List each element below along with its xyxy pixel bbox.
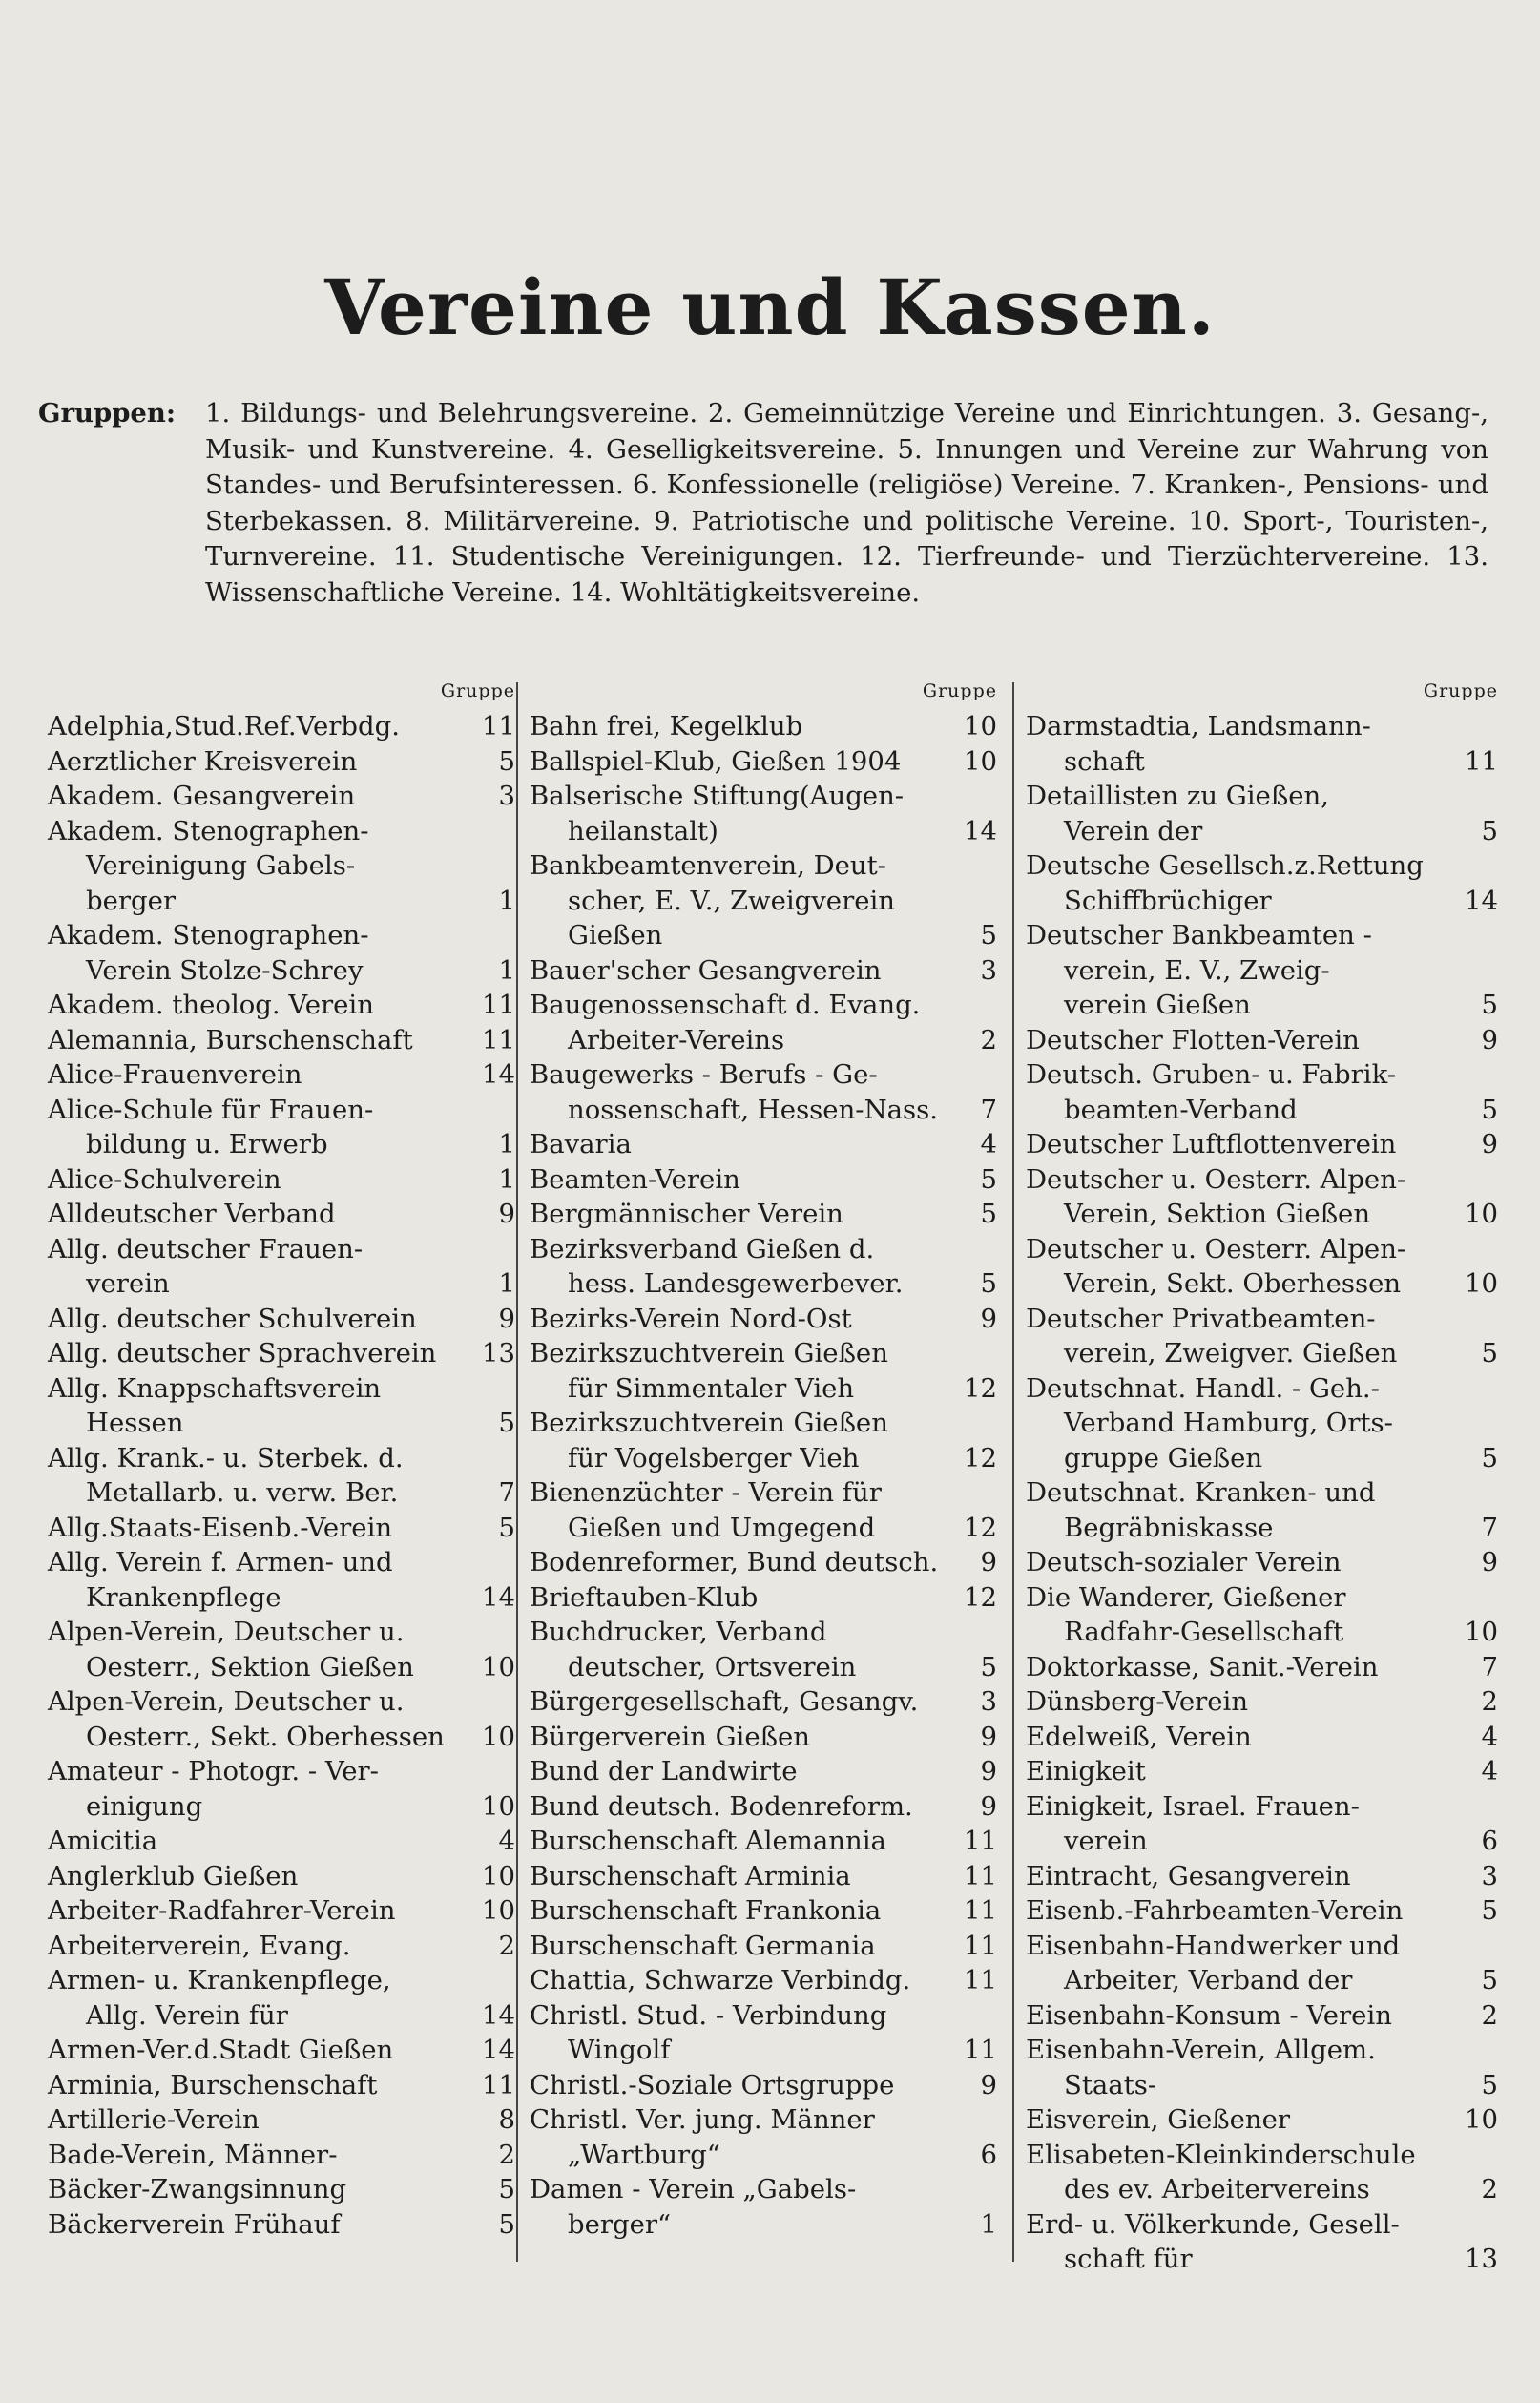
entry-name: Brieftauben-Klub xyxy=(530,1581,759,1613)
index-entry xyxy=(530,709,997,744)
entry-group-number: 5 xyxy=(1481,2069,1498,2100)
index-entry xyxy=(530,1963,997,1998)
entry-group-number: 11 xyxy=(482,2069,515,2100)
index-entry xyxy=(530,2172,997,2242)
entry-group-number: 9 xyxy=(498,1199,515,1229)
index-entry xyxy=(48,1302,515,1337)
entry-name: Bauer'scher Gesangverein xyxy=(530,954,882,986)
entry-name: Akadem. theolog. Verein xyxy=(48,990,374,1020)
entry-name: Edelweiß, Verein xyxy=(1026,1721,1252,1752)
entry-name: Bund der Landwirte xyxy=(530,1756,798,1787)
entry-name: Deutsch-sozialer Verein xyxy=(1026,1547,1342,1578)
entry-group-number: 5 xyxy=(980,1651,997,1682)
index-entry xyxy=(1026,848,1498,918)
entry-name: Alice-Frauenverein xyxy=(48,1059,302,1090)
entry-group-number: 5 xyxy=(498,1512,515,1543)
index-entry xyxy=(48,2172,515,2207)
entry-group-number: 4 xyxy=(498,1826,515,1856)
index-entry xyxy=(530,1720,997,1755)
entry-name: Alemannia, Burschenschaft xyxy=(48,1024,413,1055)
entry-name: Die Wanderer, Gießener Radfahr-Gesellschaft xyxy=(1026,1581,1346,1647)
entry-name: Allg. Krank.- u. Sterbek. d. Metallarb. u. verw. Ber. xyxy=(48,1442,404,1508)
column-divider xyxy=(1012,682,1014,2262)
entry-group-number: 2 xyxy=(1481,2174,1498,2204)
entry-group-number: 5 xyxy=(980,1268,997,1299)
entry-group-number: 7 xyxy=(1481,1651,1498,1682)
entry-group-number: 10 xyxy=(482,1721,515,1752)
entry-group-number: 5 xyxy=(980,920,997,951)
index-entry xyxy=(1026,1789,1498,1859)
entry-group-number: 5 xyxy=(1481,990,1498,1020)
index-entry xyxy=(530,1302,997,1337)
index-entry xyxy=(530,953,997,989)
index-entry xyxy=(530,1615,997,1684)
entry-group-number: 5 xyxy=(1481,1338,1498,1369)
index-entry xyxy=(48,709,515,744)
entry-name: Dünsberg-Verein xyxy=(1026,1686,1249,1717)
entry-group-number: 14 xyxy=(482,1581,515,1613)
entry-name: Deutscher Bankbeamten - verein, E. V., Zweig- verein Gießen xyxy=(1026,920,1372,1020)
entry-group-number: 13 xyxy=(482,1338,515,1369)
column-header: Gruppe xyxy=(440,680,515,701)
entry-name: Artillerie-Verein xyxy=(48,2104,260,2135)
index-entry xyxy=(1026,1859,1498,1894)
index-entry xyxy=(48,1162,515,1198)
entry-group-number: 3 xyxy=(980,954,997,986)
entry-group-number: 11 xyxy=(482,711,515,742)
index-entry xyxy=(530,1893,997,1929)
index-entry xyxy=(530,744,997,780)
index-entry xyxy=(48,2207,515,2243)
entry-group-number: 1 xyxy=(498,885,515,916)
entry-group-number: 6 xyxy=(980,2139,997,2170)
entry-group-number: 11 xyxy=(964,2035,997,2065)
entry-name: Baugewerks - Berufs - Ge- nossenschaft, Hessen-Nass. xyxy=(530,1059,938,1125)
entry-name: Burschenschaft Frankonia xyxy=(530,1895,882,1926)
index-entry xyxy=(1026,1720,1498,1755)
entry-group-number: 10 xyxy=(1465,1268,1498,1299)
entry-name: Deutscher Flotten-Verein xyxy=(1026,1024,1360,1055)
entry-group-number: 2 xyxy=(498,1930,515,1961)
entry-name: Arbeiter-Radfahrer-Verein xyxy=(48,1895,396,1926)
index-column-3 xyxy=(1026,673,1498,2277)
index-entry xyxy=(48,2068,515,2103)
entry-name: Bürgergesellschaft, Gesangv. xyxy=(530,1686,919,1717)
index-entry xyxy=(1026,1232,1498,1302)
index-entry xyxy=(530,2068,997,2103)
entry-group-number: 14 xyxy=(482,1999,515,2031)
entry-group-number: 14 xyxy=(482,1059,515,1090)
entry-name: Bienenzüchter - Verein für Gießen und Umgegend xyxy=(530,1477,882,1543)
index-entry xyxy=(48,2033,515,2068)
index-entry xyxy=(48,1093,515,1162)
entry-name: Alice-Schule für Frauen- bildung u. Erwerb xyxy=(48,1094,374,1160)
index-entry xyxy=(48,1615,515,1684)
index-entry xyxy=(530,848,997,953)
entry-name: Elisabeten-Kleinkinderschule des ev. Arbeitervereins xyxy=(1026,2139,1416,2204)
entry-name: Burschenschaft Germania xyxy=(530,1930,876,1961)
index-entry xyxy=(530,1127,997,1162)
entry-group-number: 11 xyxy=(964,1826,997,1856)
index-entry xyxy=(48,988,515,1023)
entry-group-number: 2 xyxy=(498,2139,515,2170)
entry-group-number: 10 xyxy=(482,1790,515,1822)
entry-group-number: 1 xyxy=(980,2208,997,2240)
index-entry xyxy=(1026,1302,1498,1371)
entry-name: Allg.Staats-Eisenb.-Verein xyxy=(48,1512,393,1543)
index-entry xyxy=(48,1197,515,1232)
entry-name: Arminia, Burschenschaft xyxy=(48,2069,378,2100)
entry-name: Erd- u. Völkerkunde, Gesell- schaft für xyxy=(1026,2208,1400,2274)
entry-group-number: 2 xyxy=(1481,1686,1498,1717)
entry-name: Bürgerverein Gießen xyxy=(530,1721,810,1752)
entry-name: Eisverein, Gießener xyxy=(1026,2104,1291,2135)
index-entry xyxy=(1026,1998,1498,2034)
entry-name: Baugenossenschaft d. Evang. Arbeiter-Vereins xyxy=(530,990,921,1055)
entry-name: Alldeutscher Verband xyxy=(48,1199,336,1229)
entry-name: Burschenschaft Arminia xyxy=(530,1860,851,1891)
index-entry xyxy=(1026,2033,1498,2102)
entry-group-number: 11 xyxy=(964,1930,997,1961)
entry-name: Armen- u. Krankenpflege, Allg. Verein für xyxy=(48,1965,391,2031)
entry-group-number: 7 xyxy=(980,1094,997,1125)
entry-name: Arbeiterverein, Evang. xyxy=(48,1930,351,1961)
entry-name: Akadem. Stenographen- Vereinigung Gabels- berger xyxy=(48,815,369,916)
entry-group-number: 10 xyxy=(482,1895,515,1926)
entry-name: Eisenbahn-Konsum - Verein xyxy=(1026,1999,1392,2031)
entry-name: Aerztlicher Kreisverein xyxy=(48,745,358,777)
entry-name: Bezirkszuchtverein Gießen für Vogelsberger Vieh xyxy=(530,1408,888,1473)
entry-group-number: 12 xyxy=(964,1372,997,1404)
entry-name: Einigkeit, Israel. Frauen- verein xyxy=(1026,1790,1360,1856)
entry-group-number: 3 xyxy=(498,781,515,811)
entry-name: Akadem. Stenographen- Verein Stolze-Schrey xyxy=(48,920,369,986)
index-entry xyxy=(1026,709,1498,779)
index-entry xyxy=(48,779,515,814)
index-entry xyxy=(48,1511,515,1546)
entry-group-number: 2 xyxy=(1481,1999,1498,2031)
index-entry xyxy=(1026,1650,1498,1685)
entry-name: Eintracht, Gesangverein xyxy=(1026,1860,1351,1891)
entry-group-number: 5 xyxy=(498,1408,515,1438)
entry-name: Doktorkasse, Sanit.-Verein xyxy=(1026,1651,1379,1682)
index-entry xyxy=(48,1824,515,1859)
entry-name: Adelphia,Stud.Ref.Verbdg. xyxy=(48,711,400,742)
entry-group-number: 10 xyxy=(1465,2104,1498,2135)
entry-group-number: 5 xyxy=(1481,1094,1498,1125)
entry-group-number: 4 xyxy=(1481,1756,1498,1787)
entry-group-number: 3 xyxy=(980,1686,997,1717)
index-entry xyxy=(530,988,997,1057)
index-entry xyxy=(48,1023,515,1058)
index-entry xyxy=(1026,2138,1498,2207)
entry-name: Bezirkszuchtverein Gießen für Simmentaler Vieh xyxy=(530,1338,888,1404)
index-entry xyxy=(1026,1475,1498,1545)
index-entry xyxy=(530,1406,997,1475)
index-entry xyxy=(1026,1023,1498,1058)
entry-name: Allg. deutscher Frauen- verein xyxy=(48,1233,364,1299)
entry-group-number: 13 xyxy=(1465,2244,1498,2274)
index-entry xyxy=(1026,2102,1498,2138)
entry-group-number: 3 xyxy=(1481,1860,1498,1891)
entry-group-number: 5 xyxy=(498,2174,515,2204)
entry-group-number: 5 xyxy=(1481,1442,1498,1473)
index-entry xyxy=(1026,779,1498,848)
entry-name: Beamten-Verein xyxy=(530,1163,740,1195)
entry-group-number: 5 xyxy=(1481,815,1498,846)
index-entry xyxy=(1026,1127,1498,1162)
entry-name: Eisenbahn-Verein, Allgem. Staats- xyxy=(1026,2035,1376,2100)
column-header: Gruppe xyxy=(1423,680,1498,701)
entry-name: Bodenreformer, Bund deutsch. xyxy=(530,1547,939,1578)
entry-name: Detaillisten zu Gießen, Verein der xyxy=(1026,781,1329,846)
entry-name: Allg. Knappschaftsverein Hessen xyxy=(48,1372,382,1438)
entry-group-number: 9 xyxy=(980,2069,997,2100)
entry-name: Deutscher u. Oesterr. Alpen- Verein, Sektion Gießen xyxy=(1026,1163,1406,1229)
index-entry xyxy=(48,1929,515,1964)
entry-group-number: 7 xyxy=(498,1477,515,1508)
entry-name: Bavaria xyxy=(530,1129,632,1160)
entry-group-number: 14 xyxy=(482,2035,515,2065)
entry-group-number: 9 xyxy=(980,1547,997,1578)
index-entry xyxy=(1026,1929,1498,1998)
groups-text: 1. Bildungs- und Belehrungsvereine. 2. Gemeinnützige Vereine und Einrichtungen. 3. Gesang-, Musik- und Kunstvereine. 4. Geselligkeitsvereine. 5. Innungen und Vereine zur Wahrung von Standes- und Berufsinteressen. 6. Konfessionelle (religiöse) Vereine. 7. Kranken-, Pensions- und Sterbekassen. 8. Militärvereine. 9. Patriotische und politische Vereine. 10. Sport-, Touristen-, Turnvereine. 11. Studentische Vereinigungen. 12. Tierfreunde- und Tierzüchtervereine. 13. Wissenschaftliche Vereine. 14. Wohltätigkeitsvereine. xyxy=(205,398,1488,608)
index-entry xyxy=(1026,1371,1498,1476)
entry-name: Einigkeit xyxy=(1026,1756,1146,1787)
entry-group-number: 9 xyxy=(1481,1129,1498,1160)
entry-name: Christl.-Soziale Ortsgruppe xyxy=(530,2069,895,2100)
index-entry xyxy=(48,1893,515,1929)
entry-group-number: 9 xyxy=(1481,1547,1498,1578)
index-entry xyxy=(530,1545,997,1580)
entry-group-number: 1 xyxy=(498,954,515,986)
page-title: Vereine und Kassen. xyxy=(324,262,1216,352)
entry-group-number: 9 xyxy=(980,1303,997,1334)
entry-name: Deutscher Luftflottenverein xyxy=(1026,1129,1397,1160)
index-entry xyxy=(530,1824,997,1859)
entry-group-number: 14 xyxy=(964,815,997,846)
entry-group-number: 2 xyxy=(980,1024,997,1055)
entry-name: Bankbeamtenverein, Deut- scher, E. V., Zweigverein Gießen xyxy=(530,850,895,951)
index-entry xyxy=(1026,918,1498,1023)
entry-group-number: 1 xyxy=(498,1129,515,1160)
index-entry xyxy=(530,1475,997,1545)
entry-group-number: 4 xyxy=(1481,1721,1498,1752)
index-entry xyxy=(48,814,515,919)
index-entry xyxy=(530,1789,997,1825)
groups-label: Gruppen: xyxy=(38,398,177,428)
entry-group-number: 10 xyxy=(482,1860,515,1891)
entry-name: Eisenbahn-Handwerker und Arbeiter, Verband der xyxy=(1026,1930,1401,1996)
index-entry xyxy=(1026,2207,1498,2277)
entry-group-number: 5 xyxy=(498,2208,515,2240)
entry-group-number: 4 xyxy=(980,1129,997,1160)
entry-group-number: 1 xyxy=(498,1268,515,1299)
index-column-2 xyxy=(530,673,997,2242)
index-entry xyxy=(48,1336,515,1371)
index-entry xyxy=(1026,1057,1498,1127)
index-entry xyxy=(530,1232,997,1302)
entry-name: Bezirks-Verein Nord-Ost xyxy=(530,1303,852,1334)
entry-group-number: 9 xyxy=(980,1790,997,1822)
index-entry xyxy=(530,779,997,848)
entry-group-number: 11 xyxy=(482,990,515,1020)
entry-name: Bezirksverband Gießen d. hess. Landesgewerbever. xyxy=(530,1233,904,1299)
index-entry xyxy=(48,2138,515,2173)
entry-name: Bergmännischer Verein xyxy=(530,1199,843,1229)
index-entry xyxy=(1026,1893,1498,1929)
entry-group-number: 12 xyxy=(964,1442,997,1473)
index-entry xyxy=(48,1441,515,1511)
index-entry xyxy=(48,1371,515,1441)
index-entry xyxy=(48,1057,515,1093)
entry-name: Ballspiel-Klub, Gießen 1904 xyxy=(530,745,902,777)
entry-name: Deutschnat. Handl. - Geh.- Verband Hamburg, Orts- gruppe Gießen xyxy=(1026,1372,1393,1473)
index-entry xyxy=(530,1929,997,1964)
index-entry xyxy=(530,1754,997,1789)
entry-group-number: 5 xyxy=(980,1163,997,1195)
entry-name: Chattia, Schwarze Verbindg. xyxy=(530,1965,911,1996)
entry-name: Alice-Schulverein xyxy=(48,1163,281,1195)
column-divider xyxy=(516,682,518,2262)
entry-group-number: 9 xyxy=(498,1303,515,1334)
entry-group-number: 10 xyxy=(1465,1199,1498,1229)
entry-name: Christl. Stud. - Verbindung Wingolf xyxy=(530,1999,887,2065)
index-entry xyxy=(530,1336,997,1406)
index-entry xyxy=(48,1232,515,1302)
entry-group-number: 11 xyxy=(964,1895,997,1926)
index-entry xyxy=(530,1162,997,1198)
entry-name: Balserische Stiftung(Augen- heilanstalt) xyxy=(530,781,905,846)
entry-group-number: 11 xyxy=(964,1860,997,1891)
entry-name: Amicitia xyxy=(48,1826,158,1856)
entry-group-number: 12 xyxy=(964,1581,997,1613)
index-entry xyxy=(48,918,515,988)
entry-group-number: 5 xyxy=(980,1199,997,1229)
groups-legend xyxy=(38,396,1488,611)
entry-name: Allg. deutscher Schulverein xyxy=(48,1303,417,1334)
entry-name: Anglerklub Gießen xyxy=(48,1860,299,1891)
entry-group-number: 10 xyxy=(482,1651,515,1682)
index-entry xyxy=(48,1545,515,1615)
index-entry xyxy=(530,1998,997,2068)
entry-name: Deutsch. Gruben- u. Fabrik- beamten-Verband xyxy=(1026,1059,1397,1125)
entry-group-number: 5 xyxy=(1481,1895,1498,1926)
entry-name: Alpen-Verein, Deutscher u. Oesterr., Sektion Gießen xyxy=(48,1617,414,1682)
entry-group-number: 10 xyxy=(964,711,997,742)
entry-name: Christl. Ver. jung. Männer „Wartburg“ xyxy=(530,2104,875,2170)
entry-name: Allg. deutscher Sprachverein xyxy=(48,1338,437,1369)
entry-name: Deutscher u. Oesterr. Alpen- Verein, Sekt. Oberhessen xyxy=(1026,1233,1406,1299)
index-entry xyxy=(48,1754,515,1824)
entry-group-number: 1 xyxy=(498,1163,515,1195)
entry-name: Allg. Verein f. Armen- und Krankenpflege xyxy=(48,1547,393,1613)
index-entry xyxy=(1026,1545,1498,1580)
index-entry xyxy=(48,2102,515,2138)
entry-name: Bade-Verein, Männer- xyxy=(48,2139,338,2170)
entry-name: Eisenb.-Fahrbeamten-Verein xyxy=(1026,1895,1404,1926)
column-header: Gruppe xyxy=(922,680,997,701)
entry-group-number: 9 xyxy=(980,1721,997,1752)
index-entry xyxy=(1026,1580,1498,1650)
entry-name: Deutscher Privatbeamten- verein, Zweigver. Gießen xyxy=(1026,1303,1398,1369)
index-entry xyxy=(530,1684,997,1720)
index-entry xyxy=(530,1580,997,1616)
entry-group-number: 8 xyxy=(498,2104,515,2135)
entry-group-number: 6 xyxy=(1481,1826,1498,1856)
entry-name: Deutsche Gesellsch.z.Rettung Schiffbrüchiger xyxy=(1026,850,1424,916)
index-entry xyxy=(1026,1162,1498,1232)
index-entry xyxy=(530,1197,997,1232)
index-entry xyxy=(530,1859,997,1894)
index-entry xyxy=(1026,1684,1498,1720)
entry-group-number: 10 xyxy=(1465,1617,1498,1647)
index-entry xyxy=(48,1963,515,2033)
index-entry xyxy=(48,744,515,780)
entry-name: Bäcker-Zwangsinnung xyxy=(48,2174,347,2204)
index-entry xyxy=(1026,1754,1498,1789)
entry-group-number: 7 xyxy=(1481,1512,1498,1543)
entry-group-number: 10 xyxy=(964,745,997,777)
entry-group-number: 9 xyxy=(980,1756,997,1787)
entry-name: Bahn frei, Kegelklub xyxy=(530,711,803,742)
index-column-1 xyxy=(48,673,515,2242)
entry-group-number: 11 xyxy=(1465,745,1498,777)
entry-group-number: 11 xyxy=(482,1024,515,1055)
entry-name: Deutschnat. Kranken- und Begräbniskasse xyxy=(1026,1477,1376,1543)
entry-name: Bund deutsch. Bodenreform. xyxy=(530,1790,913,1822)
entry-group-number: 14 xyxy=(1465,885,1498,916)
entry-name: Darmstadtia, Landsmann- schaft xyxy=(1026,711,1371,777)
entry-name: Alpen-Verein, Deutscher u. Oesterr., Sekt. Oberhessen xyxy=(48,1686,445,1752)
index-entry xyxy=(530,1057,997,1127)
index-entry xyxy=(530,2102,997,2172)
entry-name: Damen - Verein „Gabels- berger“ xyxy=(530,2174,857,2240)
entry-name: Bäckerverein Frühauf xyxy=(48,2208,341,2240)
entry-name: Amateur - Photogr. - Ver- einigung xyxy=(48,1756,379,1822)
index-entry xyxy=(48,1859,515,1894)
index-entry xyxy=(48,1684,515,1754)
entry-group-number: 5 xyxy=(1481,1965,1498,1996)
entry-name: Akadem. Gesangverein xyxy=(48,781,356,811)
entry-group-number: 11 xyxy=(964,1965,997,1996)
entry-group-number: 5 xyxy=(498,745,515,777)
entry-name: Buchdrucker, Verband deutscher, Ortsverein xyxy=(530,1617,857,1682)
entry-name: Burschenschaft Alemannia xyxy=(530,1826,886,1856)
entry-name: Armen-Ver.d.Stadt Gießen xyxy=(48,2035,394,2065)
entry-group-number: 12 xyxy=(964,1512,997,1543)
entry-group-number: 9 xyxy=(1481,1024,1498,1055)
